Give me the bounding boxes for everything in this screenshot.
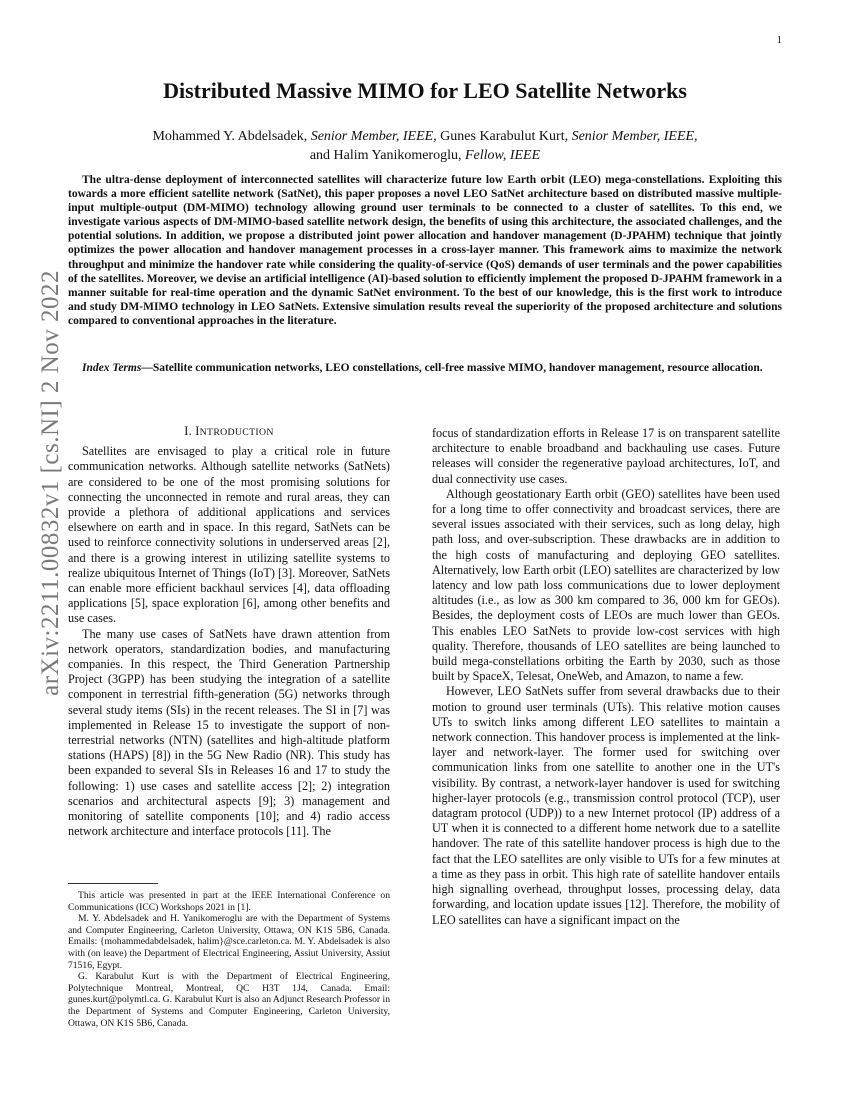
section-heading: [68, 424, 390, 440]
arxiv-identifier: arXiv:2211.00832v1 [cs.NI] 2 Nov 2022: [37, 270, 64, 696]
author-2-title: Senior Member, IEEE,: [571, 129, 698, 144]
author-1-name: Mohammed Y. Abdelsadek,: [152, 129, 311, 144]
author-2-name: Gunes Karabulut Kurt,: [436, 129, 572, 144]
author-1-title: Senior Member, IEEE,: [310, 129, 437, 144]
index-terms-label: Index Terms: [82, 362, 142, 374]
footnote: M. Y. Abdelsadek and H. Yanikomeroglu are with the Department of Systems and Computer Engineering, Carleton University, Ottawa, ON K1S 5B6, Canada. Emails: {mohammedabdelsadek, halim}@sce.carleton.ca. M. Y. Abdelsadek is also with (on leave) the Department of Electrical Engineering, Assiut University, Assiut 71516, Egypt.: [68, 913, 390, 971]
author-list: [80, 127, 770, 165]
paragraph: Satellites are envisaged to play a critical role in future communication networks. Although satellite networks (SatNets) are considered to be one of the most promising solutions for connecting the unconnected in remote and rural areas, they can provide a plethora of additional applications and services elsewhere on earth and in space. In this regard, SatNets can be used to reinforce connectivity solutions in underserved areas [2], and there is a growing interest in utilizing satellite systems to realize ubiquitous Internet of Things (IoT) [3]. Moreover, SatNets can enable more efficient backhaul services [4], data offloading applications [5], space exploration [6], among other benefits and use cases.: [68, 444, 390, 626]
section-numeral: I. I: [184, 424, 200, 438]
index-terms: [68, 361, 782, 375]
left-column: [68, 424, 390, 839]
page-number: 1: [776, 34, 782, 46]
paragraph: Although geostationary Earth orbit (GEO) satellites have been used for a long time to offer connectivity and broadcast services, there are several issues associated with their services, such as long delay, high path loss, and over-subscription. These drawbacks are in addition to the high costs of manufacturing and deploying GEO satellites. Alternatively, low Earth orbit (LEO) satellites are characterized by low latency and low path loss communications due to lower deployment altitudes (i.e., as low as 300 km compared to 36, 000 km for GEOs). Besides, the deployment costs of LEOs are much lower than GEOs. This enables LEO SatNets to provide low-cost services with high quality. Therefore, thousands of LEO satellites are being launched to build mega-constellations orbiting the Earth by 2030, such as those built by SpaceX, Telesat, OneWeb, and Amazon, to name a few.: [432, 486, 780, 684]
paper-title: Distributed Massive MIMO for LEO Satellite Networks: [163, 78, 687, 103]
paragraph: focus of standardization efforts in Release 17 is on transparent satellite architecture to enable broadband and backhauling use cases. Future releases will consider the regenerative payload architectures, IoT, and dual connectivity use cases.: [432, 426, 780, 486]
paragraph: The many use cases of SatNets have drawn attention from network operators, standardization bodies, and manufacturing companies. In this respect, the Third Generation Partnership Project (3GPP) has been studying the integration of a satellite component in terrestrial fifth-generation (5G) networks through several study items (SIs) in the recent releases. The SI in [7] was implemented in Release 15 to investigate the support of non-terrestrial networks (NTN) (satellites and high-altitude platform stations (HAPS) [8]) in the 5G New Radio (NR). This study has been expanded to several SIs in Releases 16 and 17 to study the following: 1) use cases and satellite access [2]; 2) integration scenarios and architectural aspects [9]; 3) management and monitoring of satellite components [10]; and 4) radio access network architecture and interface protocols [11]. The: [68, 626, 390, 839]
footnote: G. Karabulut Kurt is with the Department of Electrical Engineering, Polytechnique Montreal, Montreal, QC H3T 1J4, Canada. Email: gunes.kurt@polymtl.ca. G. Karabulut Kurt is also an Adjunct Research Professor in the Department of Systems and Computer Engineering, Carleton University, Ottawa, ON K1S 5B6, Canada.: [68, 971, 390, 1029]
section-title-rest: NTRODUCTION: [199, 427, 274, 438]
index-terms-text: —Satellite communication networks, LEO constellations, cell-free massive MIMO, handover management, resource allocation.: [141, 362, 763, 374]
abstract: The ultra-dense deployment of interconnected satellites will characterize future low Earth orbit (LEO) mega-constellations. Exploiting this towards a more efficient satellite network (SatNet), this paper proposes a novel LEO SatNet architecture based on distributed massive multiple-input multiple-output (DM-MIMO) technology allowing ground user terminals to be connected to a cluster of satellites. To this end, we investigate various aspects of DM-MIMO-based satellite network design, the benefits of using this architecture, the associated challenges, and the potential solutions. In addition, we propose a distributed joint power allocation and handover management (D-JPAHM) technique that jointly optimizes the power allocation and handover management processes in a cross-layer manner. This framework aims to maximize the network throughput and minimize the handover rate while considering the quality-of-service (QoS) demands of user terminals and the power capabilities of the satellites. Moreover, we devise an artificial intelligence (AI)-based solution to efficiently implement the proposed D-JPAHM framework in a manner suitable for real-time operation and the dynamic SatNet environment. To the best of our knowledge, this is the first work to introduce and study DM-MIMO technology in LEO SatNets. Extensive simulation results reveal the superiority of the proposed architecture and solutions compared to conventional approaches in the literature.: [68, 174, 782, 327]
footnotes: [68, 890, 390, 1029]
author-3-title: Fellow, IEEE: [464, 148, 541, 163]
footnote-divider: [68, 883, 158, 884]
footnote: This article was presented in part at the IEEE International Conference on Communications (ICC) Workshops 2021 in [1].: [68, 890, 390, 913]
paragraph: However, LEO SatNets suffer from several drawbacks due to their motion to ground user terminals (UTs). This relative motion causes UTs to switch links among different LEO satellites to maintain a network connection. This handover process is implemented at the link-layer and network-layer. The former used for switching over communication links from one satellite to another one in the UT's visibility. By contrast, a network-layer handover is used for switching higher-layer protocols (e.g., transmission control protocol (TCP), user datagram protocol (UDP)) to a new Internet protocol (IP) address of a UT when it is connected to a different home network due to a satellite handover. The rate of this satellite handover process is high due to the fact that the LEO satellites are only visible to UTs for a few minutes at a time as they pass in orbit. This high rate of satellite handover entails high signalling overhead, throughput losses, processing delay, data forwarding, and location update issues [12]. Therefore, the mobility of LEO satellites can have a significant impact on the: [432, 684, 780, 927]
right-column: [432, 426, 780, 928]
author-3-name: and Halim Yanikomeroglu,: [309, 148, 465, 163]
